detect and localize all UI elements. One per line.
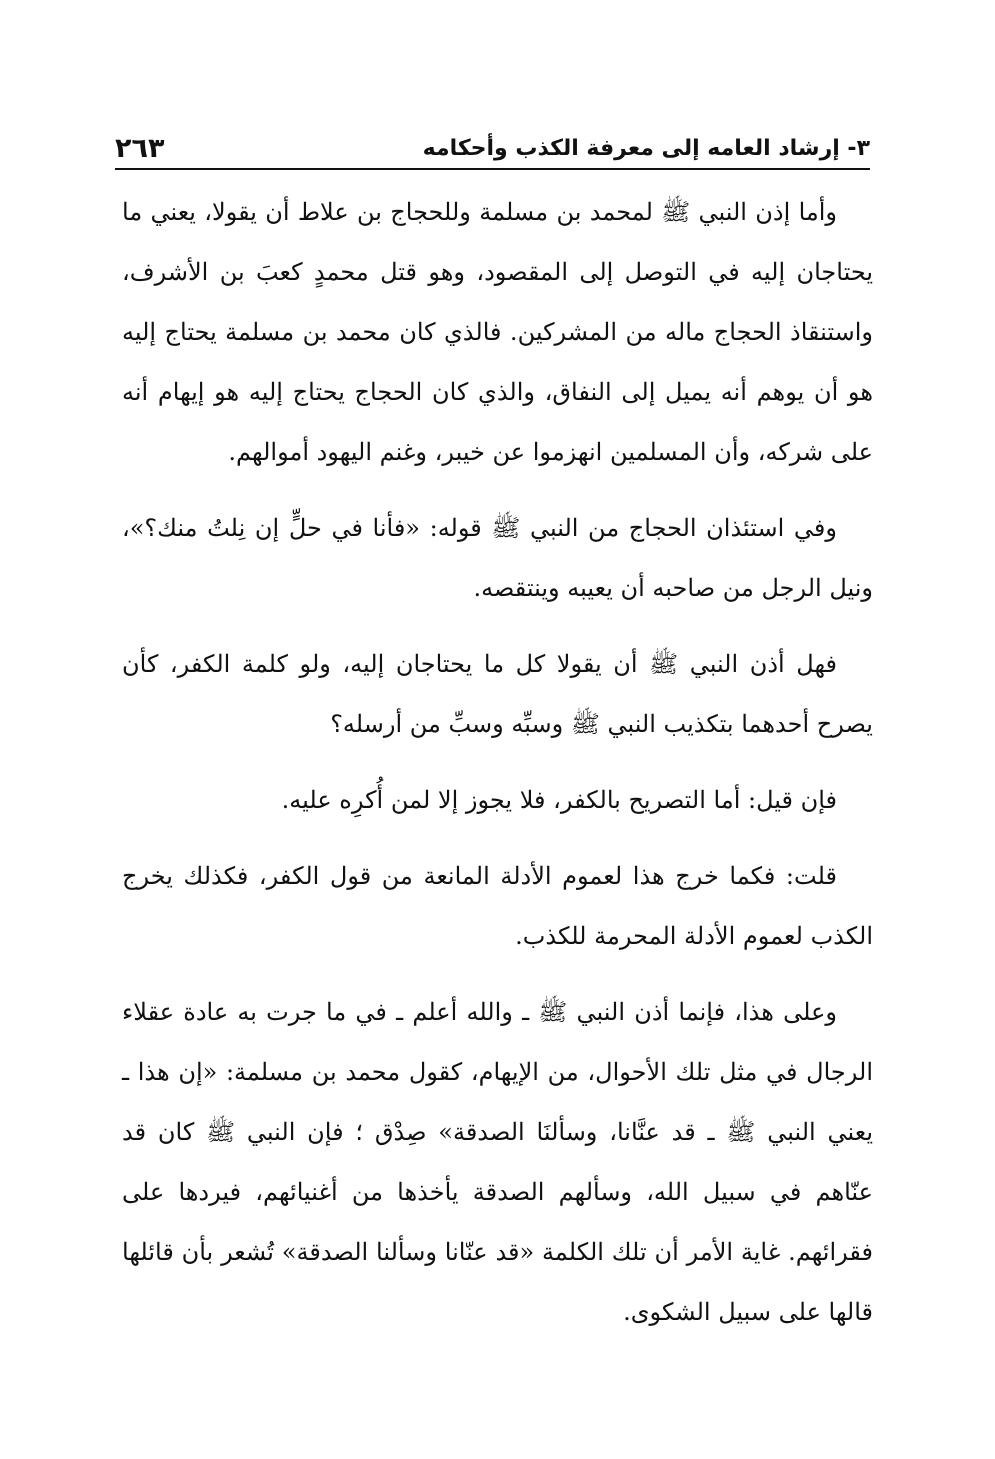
running-header xyxy=(115,128,870,168)
body-text xyxy=(122,182,873,1342)
page-number: ٢٦٣ xyxy=(115,132,165,164)
paragraph-1: وأما إذن النبي ﷺ لمحمد بن مسلمة وللحجاج بن علاط أن يقولا، يعني ما يحتاجان إليه في التوصل إلى المقصود، وهو قتل محمدٍ كعبَ بن الأشرف، واستنقاذ الحجاج ماله من المشركين. فالذي كان محمد بن مسلمة يحتاج إليه هو أن يوهم أنه يميل إلى النفاق، والذي كان الحجاج يحتاج إليه هو إيهام أنه على شركه، وأن المسلمين انهزموا عن خيبر، وغنم اليهود أموالهم. xyxy=(122,198,873,466)
paragraph-6: وعلى هذا، فإنما أذن النبي ﷺ ـ والله أعلم ـ في ما جرت به عادة عقلاء الرجال في مثل تلك الأحوال، من الإيهام، كقول محمد بن مسلمة: «إن هذا ـ يعني النبي ﷺ ـ قد عنَّانا، وسألنَا الصدقة» صِدْق ؛ فإن النبي ﷺ كان قد عنّاهم في سبيل الله، وسألهم الصدقة يأخذها من أغنيائهم، فيردها على فقرائهم. غاية الأمر أن تلك الكلمة «قد عنّانا وسألنا الصدقة» تُشعر بأن قائلها قالها على سبيل الشكوى. xyxy=(122,998,873,1326)
paragraph-2: وفي استئذان الحجاج من النبي ﷺ قوله: «فأنا في حلٍّ إن نِلتُ منك؟»، ونيل الرجل من صاحبه أن يعيبه وينتقصه. xyxy=(122,514,873,602)
paragraph-4: فإن قيل: أما التصريح بالكفر، فلا يجوز إلا لمن أُكرِه عليه. xyxy=(281,786,837,814)
paragraph-3: فهل أذن النبي ﷺ أن يقولا كل ما يحتاجان إليه، ولو كلمة الكفر، كأن يصرح أحدهما بتكذيب النبي ﷺ وسبِّه وسبِّ من أرسله؟ xyxy=(122,650,873,738)
paragraph-5: قلت: فكما خرج هذا لعموم الأدلة المانعة من قول الكفر، فكذلك يخرج الكذب لعموم الأدلة المحرمة للكذب. xyxy=(122,862,873,950)
header-divider xyxy=(115,168,870,170)
running-header-title: ٣- إرشاد العامه إلى معرفة الكذب وأحكامه xyxy=(422,135,870,161)
